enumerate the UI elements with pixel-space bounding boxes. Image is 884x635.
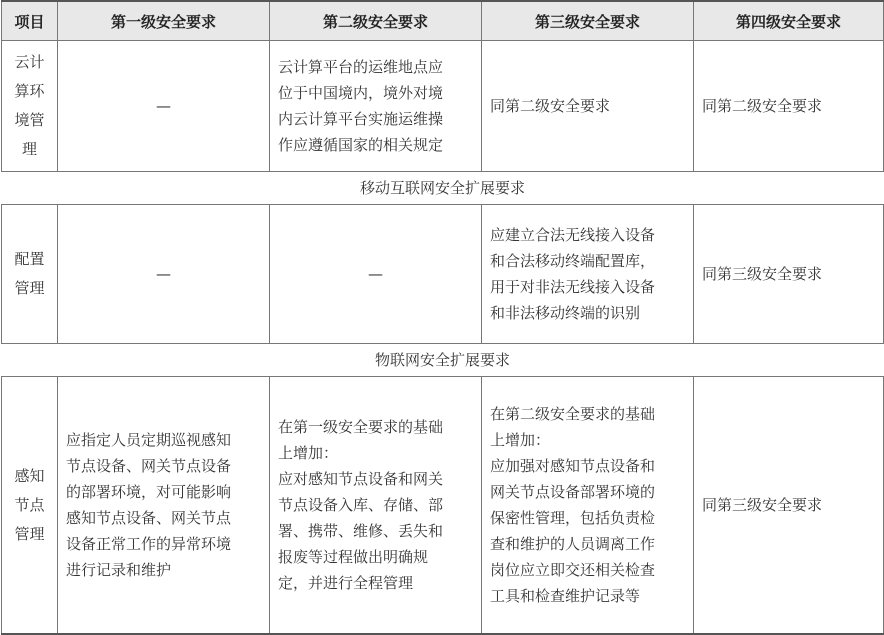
level-2-cell: 云计算平台的运维地点应 位于中国境内，境外对境 内云计算平台实施运维操 作应遵循国家的相关规定 (270, 41, 482, 172)
level-1-cell: — (58, 41, 270, 172)
header-item: 项目 (2, 1, 58, 41)
level-4-cell: 同第二级安全要求 (694, 41, 884, 172)
level-1-cell: 应指定人员定期巡视感知 节点设备、网关节点设备 的部署环境，对可能影响 感知节点设备、网关节点 设备正常工作的异常环境 进行记录和维护 (58, 377, 270, 635)
header-level-1: 第一级安全要求 (58, 1, 270, 41)
level-2-cell: — (270, 205, 482, 344)
row-item-label: 感知 节点 管理 (14, 466, 45, 543)
table-row (2, 377, 884, 635)
row-item-cell (2, 377, 58, 635)
level-2-cell: 在第一级安全要求的基础 上增加： 应对感知节点设备和网关 节点设备入库、存储、部 署、携带、维修、丢失和 报废等过程做出明确规 定，并进行全程管理 (270, 377, 482, 635)
level-3-cell: 应建立合法无线接入设备 和合法移动终端配置库， 用于对非法无线接入设备 和非法移动终端的识别 (482, 205, 694, 344)
header-level-4: 第四级安全要求 (694, 1, 884, 41)
level-4-cell: 同第三级安全要求 (694, 205, 884, 344)
level-3-cell: 同第二级安全要求 (482, 41, 694, 172)
row-item-label: 云计 算环 境管 理 (14, 53, 45, 158)
level-4-cell: 同第三级安全要求 (694, 377, 884, 635)
header-row (2, 1, 884, 41)
section-row (2, 172, 884, 205)
table-row (2, 205, 884, 344)
table-row (2, 41, 884, 172)
row-item-cell (2, 205, 58, 344)
section-title-iot: 物联网安全扩展要求 (2, 344, 884, 377)
section-row (2, 344, 884, 377)
level-1-cell: — (58, 205, 270, 344)
header-level-3: 第三级安全要求 (482, 1, 694, 41)
security-requirements-table (1, 0, 884, 635)
level-3-cell: 在第二级安全要求的基础 上增加： 应加强对感知节点设备和 网关节点设备部署环境的 保密性管理，包括负责检 查和维护的人员调离工作 岗位应立即交还相关检查 工具和检查维护记录等 (482, 377, 694, 635)
header-level-2: 第二级安全要求 (270, 1, 482, 41)
row-item-cell (2, 41, 58, 172)
section-title-mobile: 移动互联网安全扩展要求 (2, 172, 884, 205)
row-item-label: 配置 管理 (14, 250, 45, 297)
